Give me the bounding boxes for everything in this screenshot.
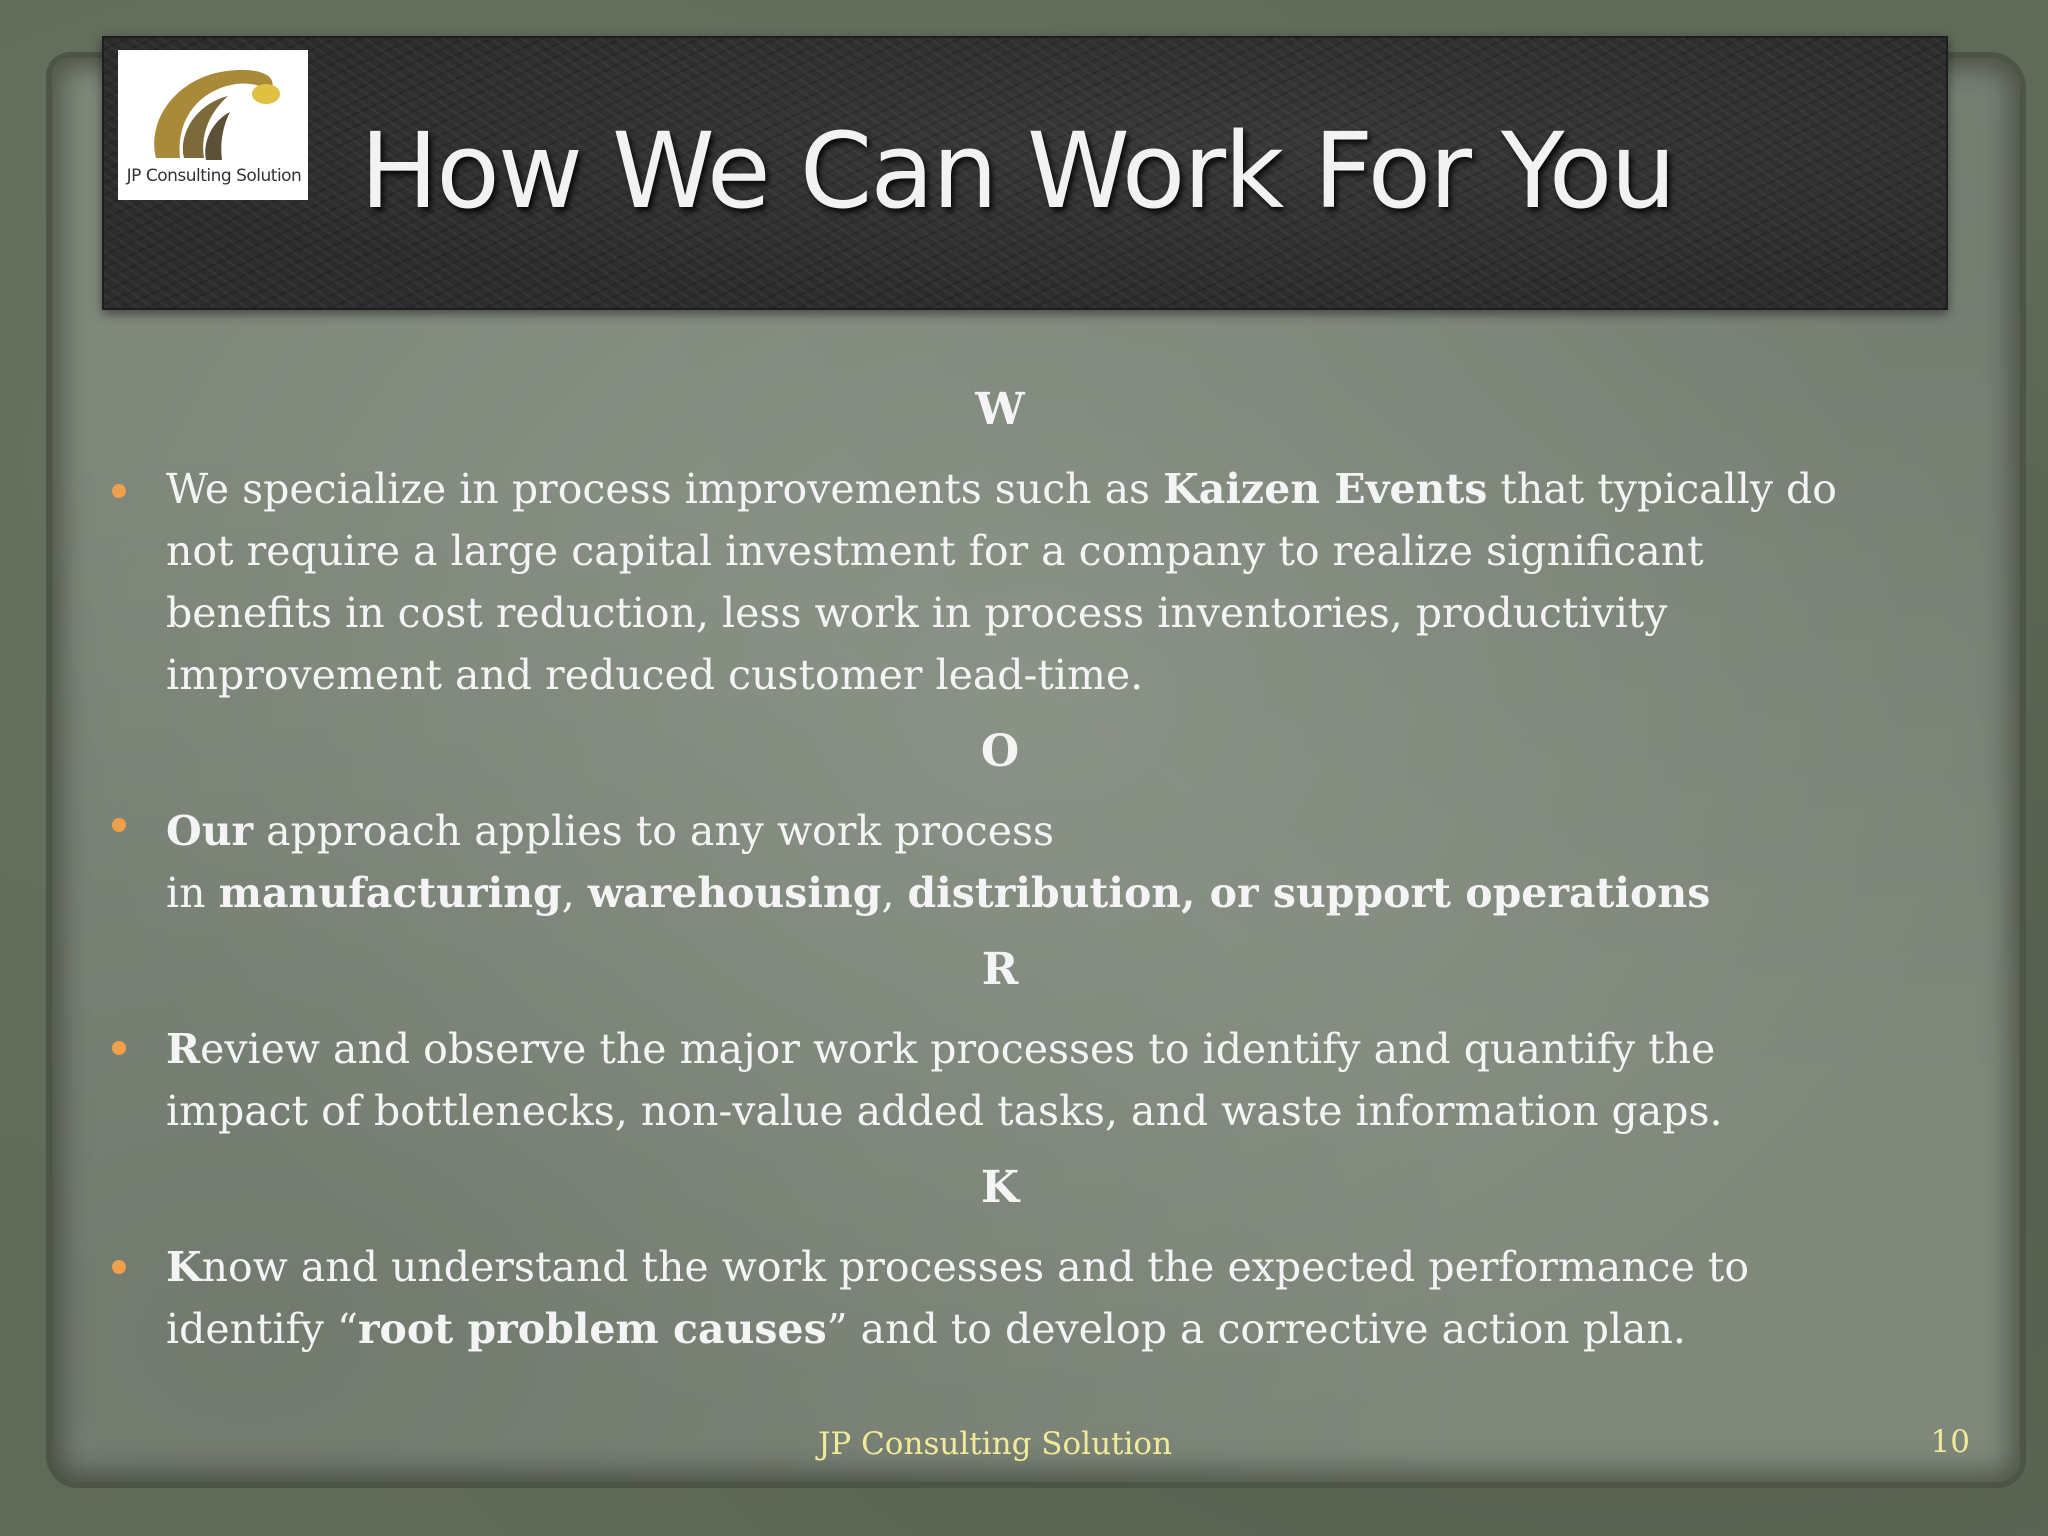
bold-text: distribution, or support operations: [907, 869, 1711, 917]
page-number: 10: [1930, 1424, 1970, 1460]
bold-text: R: [166, 1025, 201, 1073]
section-letter: R: [981, 944, 1019, 995]
section-letter: O: [980, 726, 1020, 777]
text-run: eview and observe the major work processes to identify and quantify the impact of bottlenecks, non-value added tasks, and waste information gaps.: [166, 1025, 1723, 1135]
bold-text: root problem causes: [357, 1305, 827, 1353]
slide-footer: JP Consulting Solution: [817, 1426, 1173, 1462]
text-run: W: [166, 465, 205, 513]
bold-text: Our: [166, 807, 254, 855]
dot-bullet-icon: [112, 1260, 126, 1274]
text-run: e specialize in process improvements such as: [204, 465, 1164, 513]
bold-text: Kaizen Events: [1163, 465, 1488, 513]
section-letter: K: [980, 1162, 1020, 1213]
section-letter: W: [975, 384, 1025, 435]
bullet-text: [166, 1236, 1866, 1360]
dot-bullet-icon: [112, 484, 126, 498]
dot-bullet-icon: [112, 818, 126, 832]
bold-text: warehousing: [587, 869, 882, 917]
dot-bullet-icon: [112, 1041, 126, 1055]
text-run: approach applies to any work process in: [166, 807, 1055, 917]
bullet-text: [166, 800, 1866, 924]
logo-text: JP Consulting Solution: [126, 166, 302, 186]
slide-title: How We Can Work For You: [360, 110, 1675, 232]
text-run: ” and to develop a corrective action plan.: [826, 1305, 1686, 1353]
bold-text: manufacturing: [218, 869, 562, 917]
text-run: that typically do not require a large capital investment for a company to realize significant benefits in cost reduction, less work in process inventories, productivity improvement and reduced customer lead-time.: [166, 465, 1837, 699]
text-run: ,: [881, 869, 908, 917]
text-run: now and understand the work processes and the expected performance to identify “: [166, 1243, 1750, 1353]
text-run: ,: [561, 869, 588, 917]
bullet-text: [166, 1018, 1866, 1142]
bullet-text: [166, 458, 1866, 706]
bold-text: K: [166, 1243, 202, 1291]
